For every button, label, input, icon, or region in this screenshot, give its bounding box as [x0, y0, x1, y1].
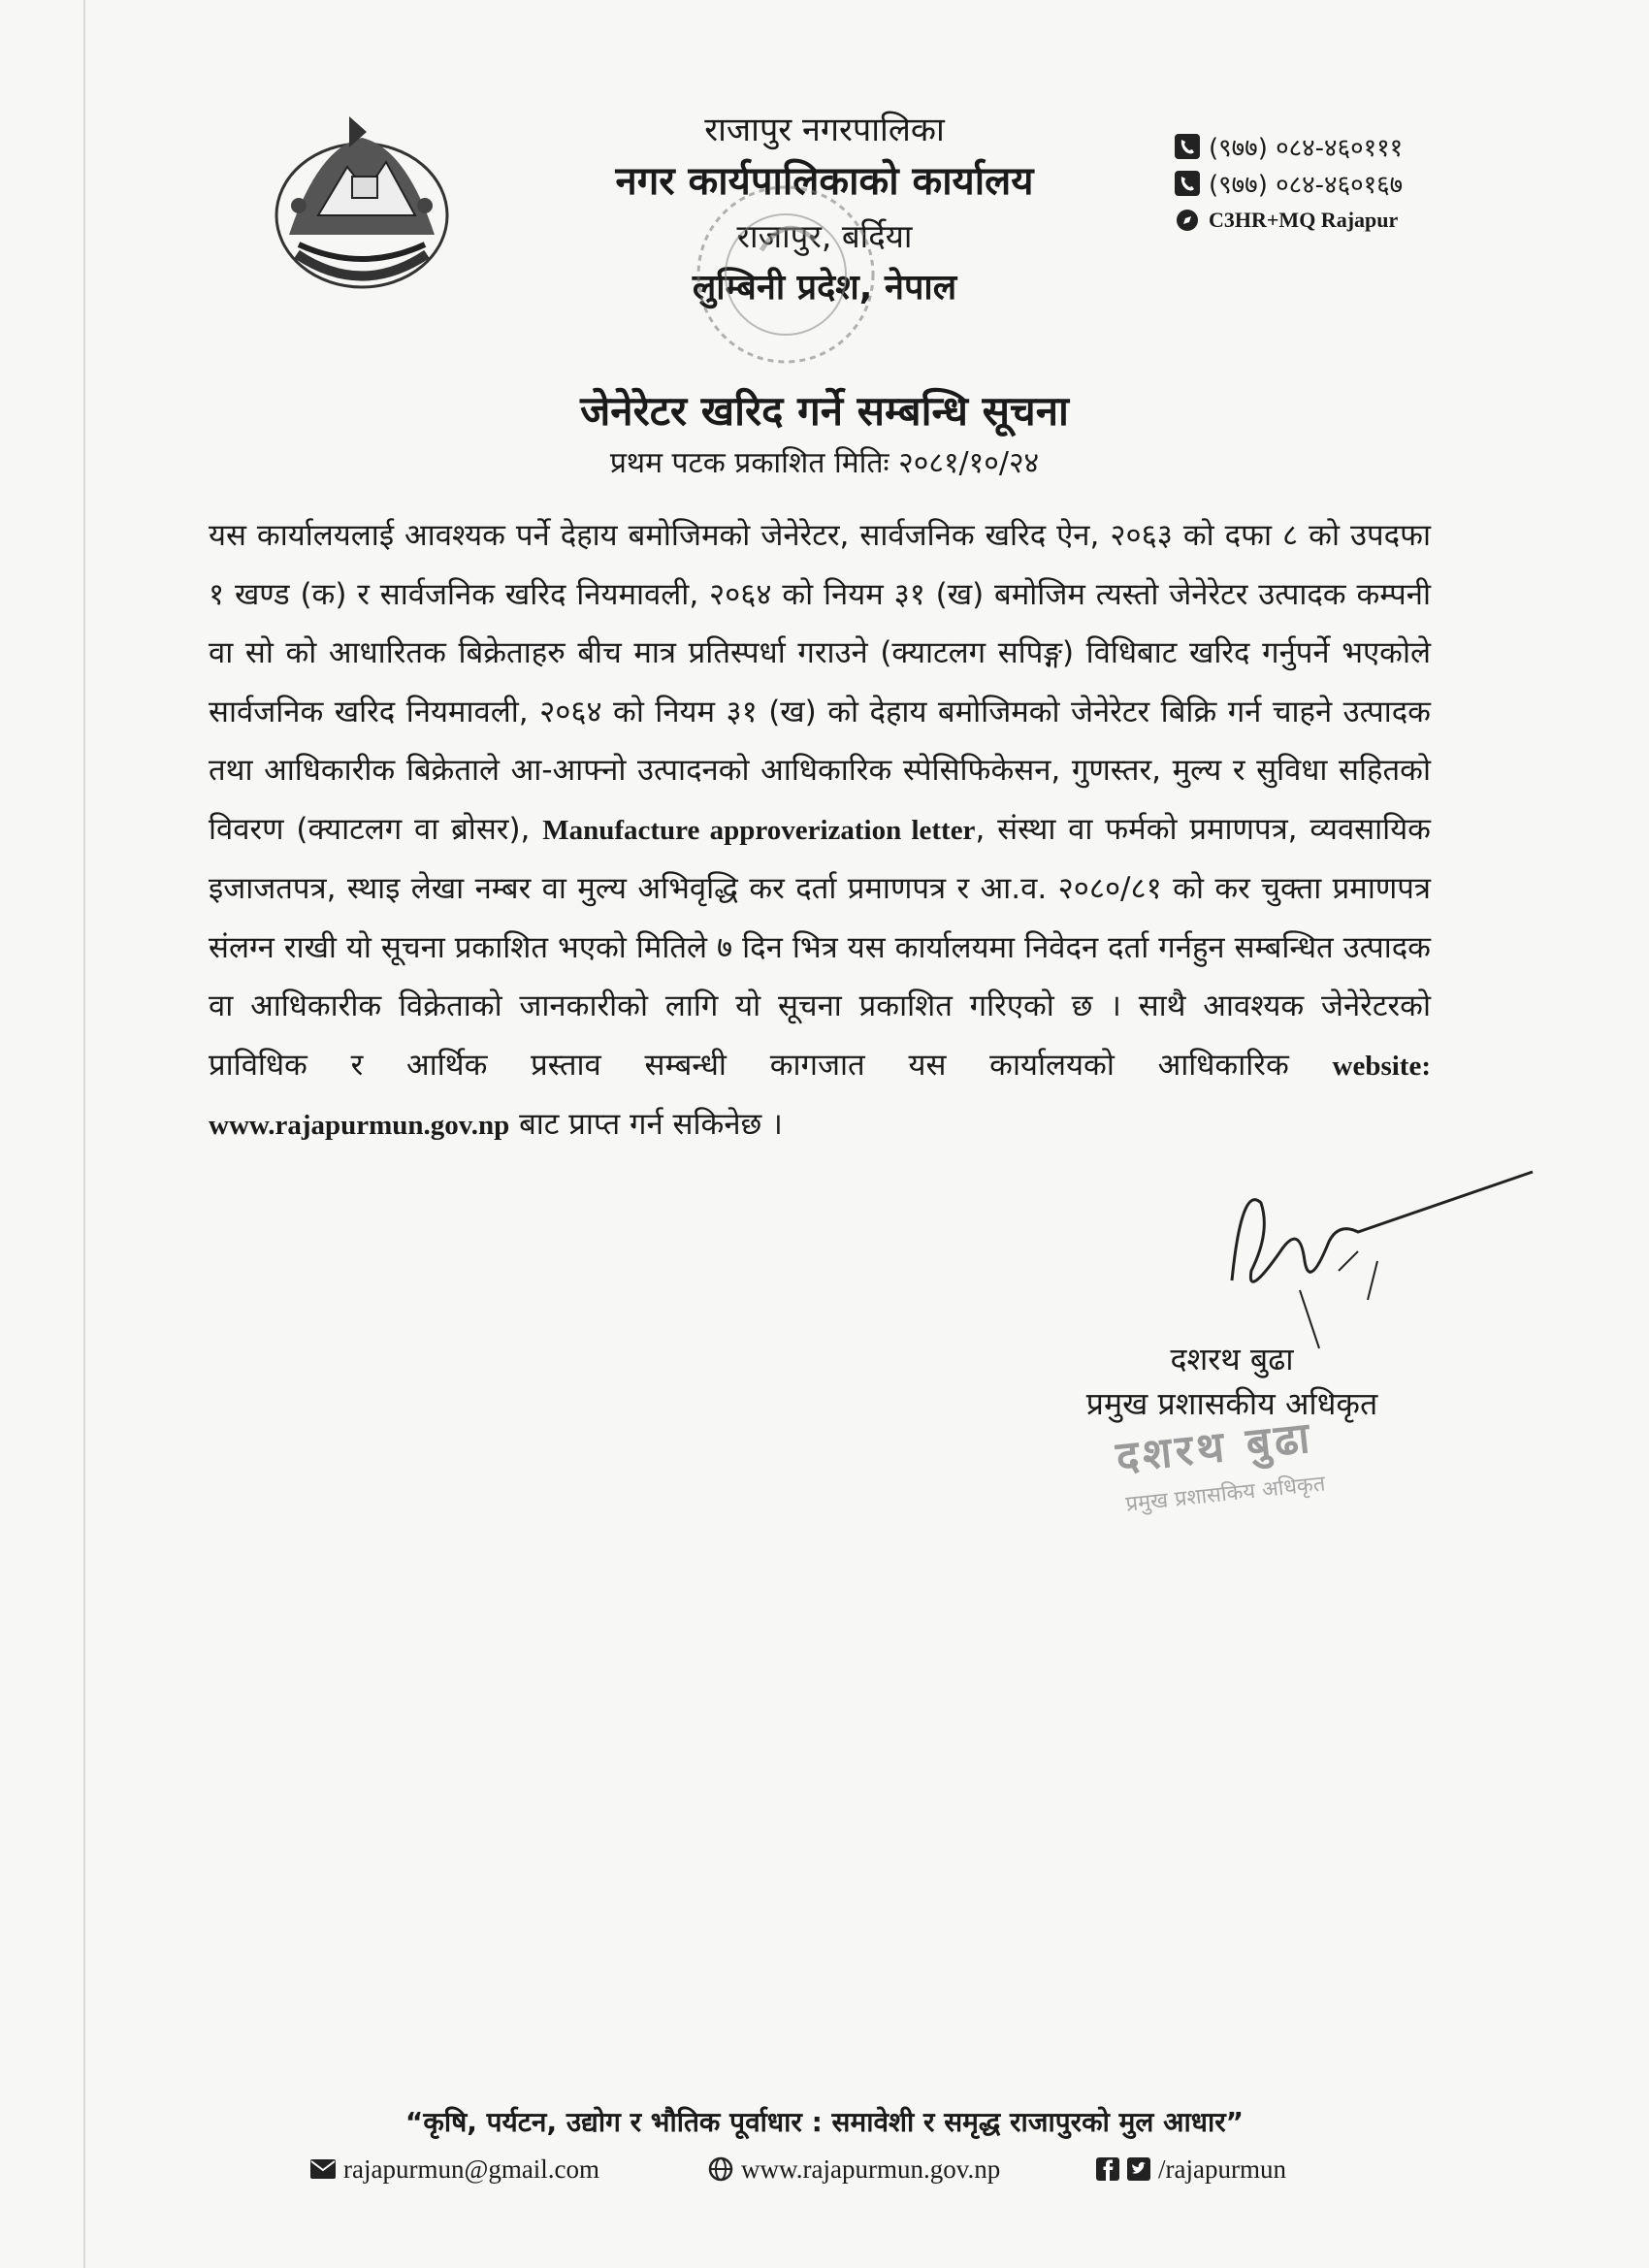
- stamp-designation: प्रमुख प्रशासकिय अधिकृत: [1124, 1472, 1327, 1517]
- nepal-emblem-icon: [260, 109, 464, 303]
- office-name: नगर कार्यपालिकाको कार्यालय: [615, 159, 1034, 204]
- notice-title: जेनेरेटर खरिद गर्ने सम्बन्धि सूचना: [580, 387, 1069, 435]
- contact-block: [1174, 128, 1494, 239]
- signatory-block: [1067, 1337, 1397, 1426]
- envelope-icon: [310, 2159, 336, 2179]
- footer-social-handle: /rajapurmun: [1158, 2154, 1286, 2184]
- signatory-stamp: [1114, 1412, 1406, 1533]
- footer-email[interactable]: [310, 2148, 599, 2190]
- notice-body-part-3: बाट प्राप्त गर्न सकिनेछ ।: [509, 1107, 783, 1142]
- footer-email-text: rajapurmun@gmail.com: [343, 2154, 600, 2184]
- municipality-name: राजापुर नगरपालिका: [704, 111, 945, 149]
- facebook-icon: [1096, 2157, 1119, 2181]
- footer-website[interactable]: [708, 2148, 1000, 2190]
- phone-number-1: (९७७) ०८४-४६०१११: [1209, 134, 1404, 163]
- signatory-name: दशरथ बुढा: [1170, 1341, 1294, 1377]
- plus-code: C3HR+MQ Rajapur: [1209, 208, 1399, 232]
- contact-location: [1174, 202, 1494, 239]
- notice-body-english-term: Manufacture approverization letter: [542, 814, 976, 846]
- contact-phone-2: [1174, 165, 1494, 202]
- compass-icon: [1174, 207, 1201, 234]
- office-address: राजापुर, बर्दिया: [736, 217, 913, 255]
- phone-number-2: (९७७) ०८४-४६०१६७: [1209, 171, 1404, 200]
- twitter-icon: [1127, 2157, 1150, 2181]
- stamp-name: दशरथ बुढा: [1114, 1412, 1316, 1483]
- office-seal-icon: [679, 173, 892, 376]
- notice-body: [209, 506, 1431, 1155]
- footer-motto: “कृषि, पर्यटन, उद्योग र भौतिक पूर्वाधार : समावेशी र समृद्ध राजापुरको मुल आधार”: [404, 2106, 1245, 2138]
- phone-icon: [1174, 170, 1201, 197]
- phone-icon: [1174, 133, 1201, 160]
- footer-social[interactable]: [1096, 2148, 1286, 2190]
- handwritten-signature: [1212, 1164, 1542, 1358]
- page-edge-line: [83, 0, 85, 2268]
- notice-body-part-2: , संस्था वा फर्मको प्रमाणपत्र, व्यवसायिक इजाजतपत्र, स्थाइ लेखा नम्बर वा मुल्य अभिवृद्धि कर दर्ता प्रमाणपत्र र आ.व. २०८०/८१ को कर चुक्ता प्रमाणपत्र संलग्न राखी यो सूचना प्रकाशित भएको मितिले ७ दिन भित्र यस कार्यालयमा निवेदन दर्ता गर्नहुन सम्बन्धित उत्पादक वा आधिकारीक विक्रेताको जानकारीको लागि यो सूचना प्रकाशित गरिएको छ । साथै आवश्यक जेनेरेटरको प्राविधिक र आर्थिक प्रस्ताव सम्बन्धी कागजात यस कार्यालयको आधिकारिक: [209, 811, 1431, 1083]
- notice-body-part-1: यस कार्यालयलाई आवश्यक पर्ने देहाय बमोजिमको जेनेरेटर, सार्वजनिक खरिद ऐन, २०६३ को दफा ८ को उपदफा १ खण्ड (क) र सार्वजनिक खरिद नियमावली, २०६४ को नियम ३१ (ख) बमोजिम त्यस्तो जेनेरेटर उत्पादक कम्पनी वा सो को आधारितक बिक्रेताहरु बीच मात्र प्रतिस्पर्धा गराउने (क्याटलग सपिङ्ग) विधिबाट खरिद गर्नुपर्ने भएकोले सार्वजनिक खरिद नियमावली, २०६४ को नियम ३१ (ख) को देहाय बमोजिमको जेनेरेटर बिक्रि गर्न चाहने उत्पादक तथा आधिकारीक बिक्रेताले आ-आफ्नो उत्पादनको आधिकारिक स्पेसिफिकेसन, गुणस्तर, मुल्य र सुविधा सहितको विवरण (क्याटलग वा ब्रोसर),: [209, 518, 1431, 847]
- notice-published-date: प्रथम पटक प्रकाशित मितिः २०८१/१०/२४: [609, 446, 1040, 480]
- office-province: लुम्बिनी प्रदेश, नेपाल: [692, 268, 957, 308]
- globe-icon: [708, 2156, 733, 2182]
- signatory-designation: प्रमुख प्रशासकीय अधिकृत: [1085, 1385, 1378, 1422]
- notice-body-website: website: www.rajapurmun.gov.np: [209, 1050, 1431, 1141]
- footer-links: [310, 2148, 1339, 2190]
- contact-phone-1: [1174, 128, 1494, 165]
- footer-website-text: www.rajapurmun.gov.np: [741, 2154, 1001, 2184]
